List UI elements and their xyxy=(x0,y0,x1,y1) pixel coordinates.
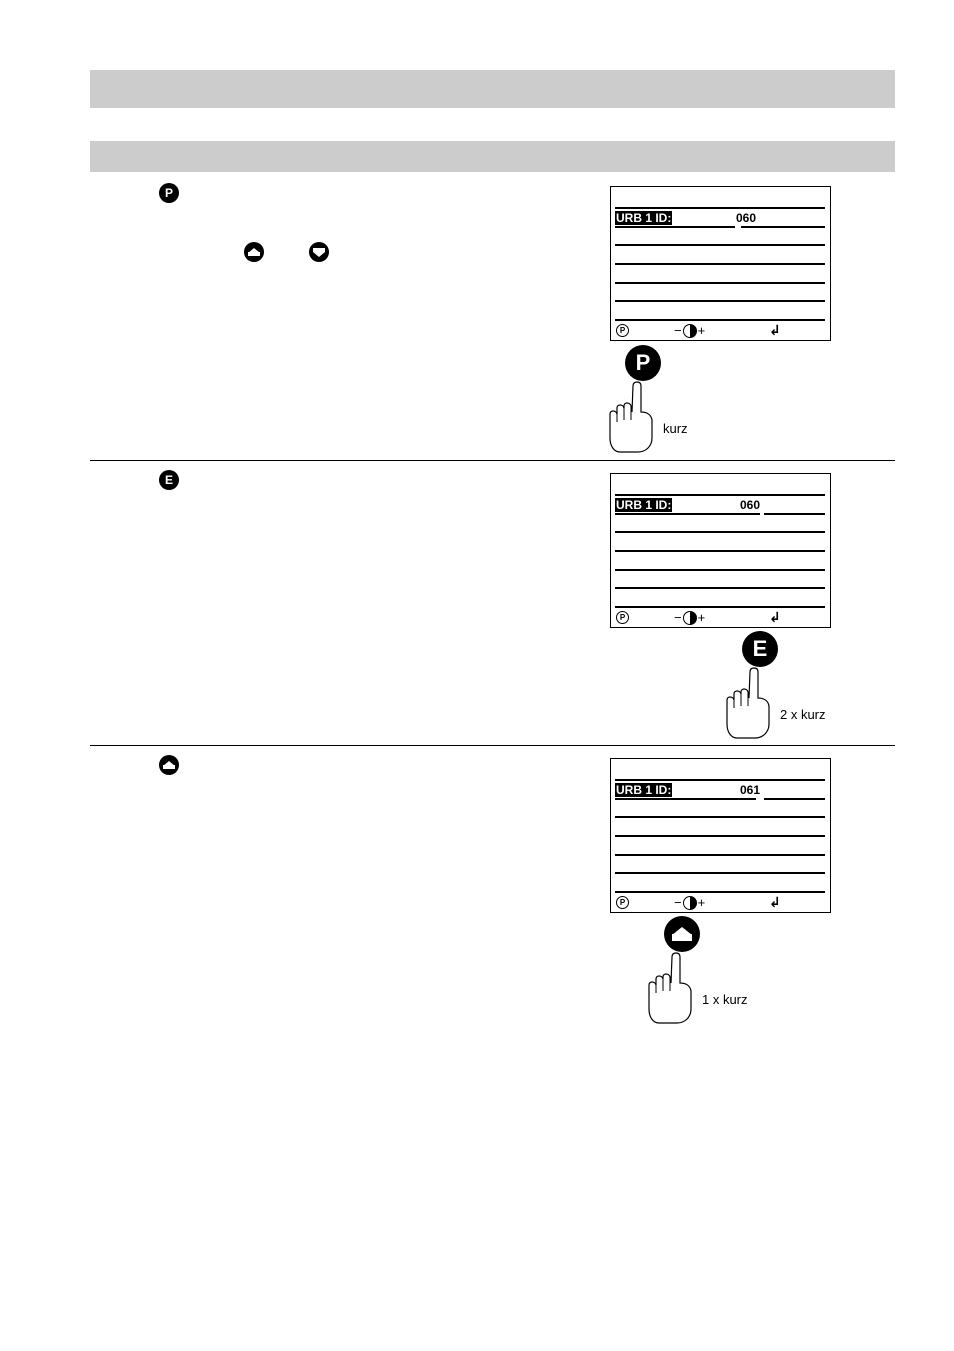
lcd-line xyxy=(615,494,825,496)
arrow-up-icon xyxy=(244,242,264,262)
divider xyxy=(90,745,895,746)
lcd-line xyxy=(615,872,825,874)
pointing-hand-icon xyxy=(723,666,779,740)
contrast-icon xyxy=(683,896,697,910)
lcd-line xyxy=(615,244,825,246)
divider xyxy=(90,460,895,461)
lcd-display-1 xyxy=(610,186,831,341)
contrast-minus: − xyxy=(674,323,682,338)
contrast-icon xyxy=(683,611,697,625)
lcd-line xyxy=(615,779,825,781)
lcd-line xyxy=(615,207,825,209)
section-bar xyxy=(90,141,895,172)
p-key-icon: P xyxy=(159,183,179,203)
lcd-p-icon: P xyxy=(616,896,629,909)
press-caption: 2 x kurz xyxy=(780,707,826,722)
lcd-line xyxy=(615,300,825,302)
lcd-line xyxy=(615,282,825,284)
lcd-value: 060 xyxy=(736,211,757,225)
pointing-hand-icon xyxy=(606,380,662,454)
contrast-minus: − xyxy=(674,895,682,910)
arrow-up-icon xyxy=(159,755,179,775)
lcd-line xyxy=(615,226,735,228)
header-bar xyxy=(90,70,895,108)
arrow-up-press-icon xyxy=(664,916,700,952)
lcd-line xyxy=(615,319,825,321)
lcd-line xyxy=(615,854,825,856)
contrast-icon xyxy=(683,324,697,338)
lcd-line xyxy=(615,891,825,893)
pointing-hand-icon xyxy=(645,951,701,1025)
lcd-contrast xyxy=(674,324,705,338)
press-caption: kurz xyxy=(663,421,688,436)
contrast-minus: − xyxy=(674,610,682,625)
lcd-display-3 xyxy=(610,758,831,913)
lcd-line xyxy=(615,816,825,818)
enter-icon: ↲ xyxy=(769,894,781,910)
press-caption: 1 x kurz xyxy=(702,992,748,1007)
enter-icon: ↲ xyxy=(769,322,781,338)
lcd-line xyxy=(764,513,825,515)
lcd-value: 061 xyxy=(740,783,761,797)
lcd-line xyxy=(615,798,756,800)
lcd-line xyxy=(615,531,825,533)
lcd-contrast xyxy=(674,611,705,625)
enter-icon: ↲ xyxy=(769,609,781,625)
lcd-line xyxy=(615,550,825,552)
e-key-icon: E xyxy=(159,470,179,490)
lcd-display-2 xyxy=(610,473,831,628)
lcd-label: URB 1 ID: xyxy=(616,783,672,797)
lcd-value: 060 xyxy=(740,498,761,512)
contrast-plus: + xyxy=(697,895,706,910)
e-key-press-icon: E xyxy=(742,631,778,667)
arrow-down-icon xyxy=(309,242,329,262)
lcd-line xyxy=(615,513,760,515)
lcd-line xyxy=(615,606,825,608)
lcd-line xyxy=(615,263,825,265)
lcd-label: URB 1 ID: xyxy=(616,498,672,512)
contrast-plus: + xyxy=(697,610,706,625)
contrast-plus: + xyxy=(697,323,706,338)
lcd-label: URB 1 ID: xyxy=(616,211,672,225)
p-key-press-icon: P xyxy=(625,345,661,381)
lcd-line xyxy=(615,569,825,571)
lcd-contrast xyxy=(674,896,705,910)
lcd-line xyxy=(764,798,825,800)
lcd-line xyxy=(615,835,825,837)
lcd-line xyxy=(741,226,825,228)
lcd-p-icon: P xyxy=(616,611,629,624)
lcd-p-icon: P xyxy=(616,324,629,337)
lcd-line xyxy=(615,587,825,589)
